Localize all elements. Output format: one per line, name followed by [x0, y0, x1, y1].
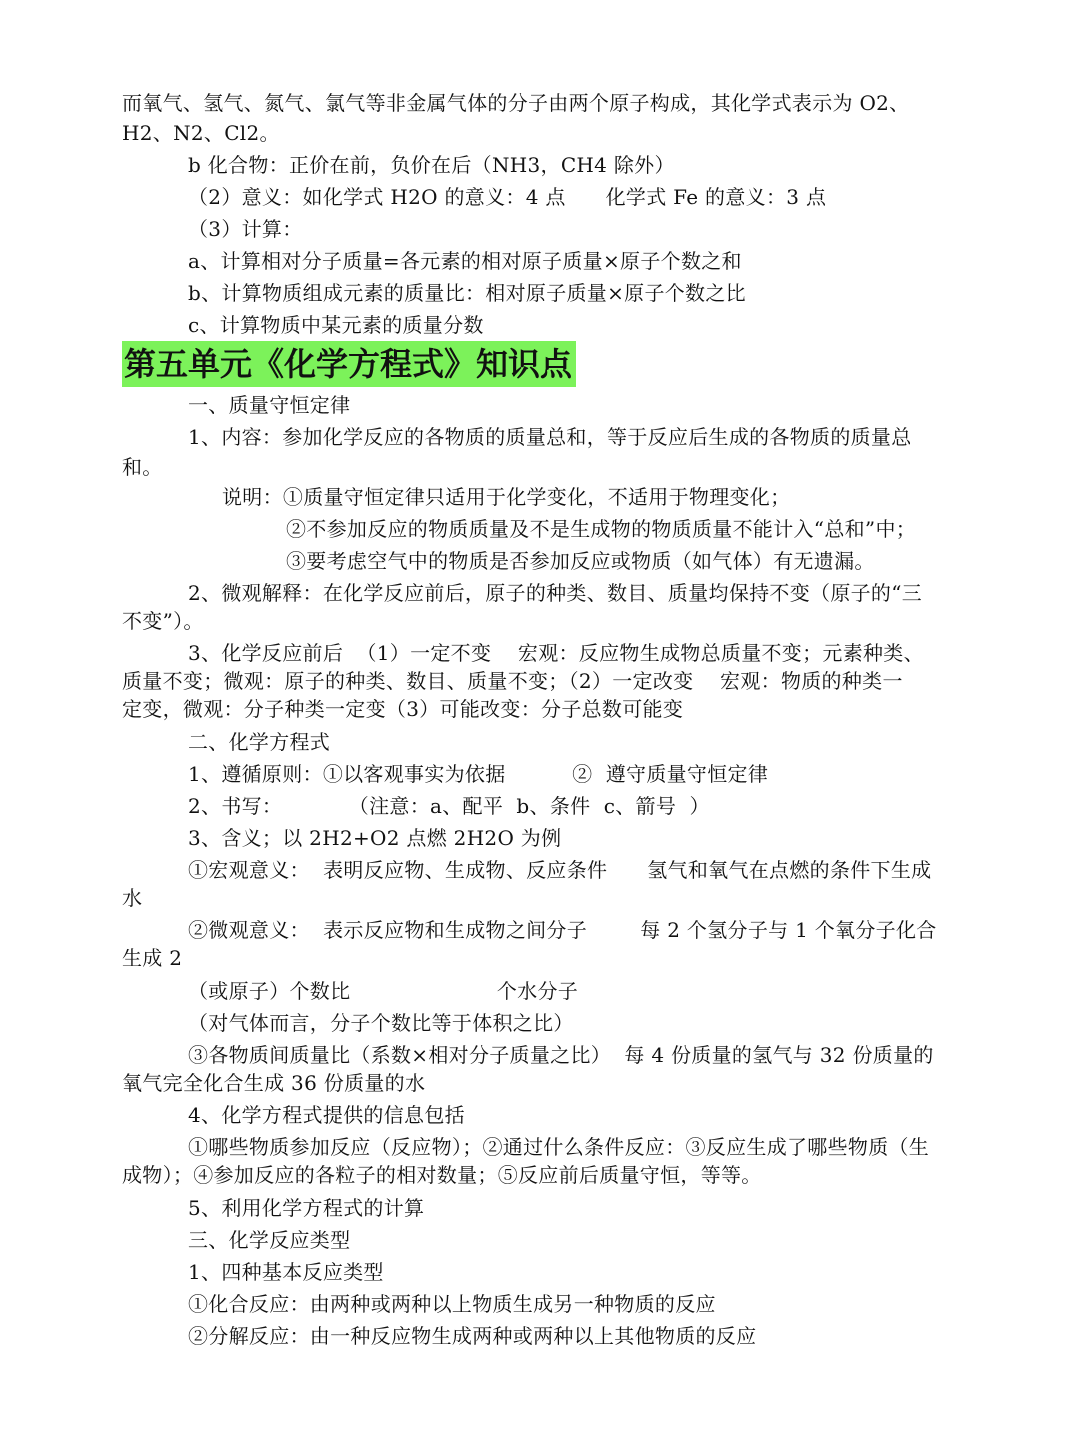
text-line: 质量不变；微观：原子的种类、数目、质量不变；（2）一定改变 宏观：物质的种类一 — [122, 669, 903, 693]
text-line: b、计算物质组成元素的质量比：相对原子质量×原子个数之比 — [188, 281, 746, 305]
text-line: 水 — [122, 886, 143, 910]
text-line: b 化合物：正价在前，负价在后（NH3，CH4 除外） — [188, 153, 675, 177]
text-line: 1、遵循原则：①以客观事实为依据 ② 遵守质量守恒定律 — [188, 762, 769, 786]
text-line: 1、内容：参加化学反应的各物质的质量总和，等于反应后生成的各物质的质量总 — [188, 425, 912, 449]
section-heading: 三、化学反应类型 — [188, 1228, 351, 1252]
text-line: 3、化学反应前后 （1）一定不变 宏观：反应物生成物总质量不变；元素种类、 — [188, 641, 924, 665]
text-line: c、计算物质中某元素的质量分数 — [188, 313, 484, 337]
text-line: 和。 — [122, 455, 163, 479]
text-line: （或原子）个数比 个水分子 — [188, 979, 579, 1003]
section-heading: 一、质量守恒定律 — [188, 393, 351, 417]
text-line: ②分解反应：由一种反应物生成两种或两种以上其他物质的反应 — [188, 1324, 757, 1348]
text-line: ②微观意义： 表示反应物和生成物之间分子 每 2 个氢分子与 1 个氧分子化合 — [188, 918, 937, 942]
section-heading: 二、化学方程式 — [188, 730, 331, 754]
text-line: 4、化学方程式提供的信息包括 — [188, 1103, 465, 1127]
text-line: （2）意义：如化学式 H2O 的意义：4 点 化学式 Fe 的意义：3 点 — [188, 185, 827, 209]
text-line: a、计算相对分子质量=各元素的相对原子质量×原子个数之和 — [188, 249, 742, 273]
text-line: （对气体而言，分子个数比等于体积之比） — [188, 1011, 574, 1035]
text-line: ①哪些物质参加反应（反应物）；②通过什么条件反应：③反应生成了哪些物质（生 — [188, 1135, 930, 1159]
text-line: （3）计算： — [188, 217, 303, 241]
text-line: 说明：①质量守恒定律只适用于化学变化，不适用于物理变化； — [222, 485, 791, 509]
text-line: 2、书写： （注意：a、配平 b、条件 c、箭号 ） — [188, 794, 710, 818]
unit-heading: 第五单元《化学方程式》知识点 — [122, 341, 576, 387]
text-line: 不变”）。 — [122, 609, 204, 633]
text-line: 2、微观解释：在化学反应前后，原子的种类、数目、质量均保持不变（原子的“三 — [188, 581, 923, 605]
text-line: 氧气完全化合生成 36 份质量的水 — [122, 1071, 426, 1095]
text-line: ③要考虑空气中的物质是否参加反应或物质（如气体）有无遗漏。 — [286, 549, 875, 573]
text-line: ①化合反应：由两种或两种以上物质生成另一种物质的反应 — [188, 1292, 716, 1316]
text-line: 定变，微观：分子种类一定变（3）可能改变：分子总数可能变 — [122, 697, 684, 721]
text-line: 3、含义；以 2H2+O2 点燃 2H2O 为例 — [188, 826, 562, 850]
text-line: H2、N2、Cl2。 — [122, 121, 280, 145]
text-line: ①宏观意义： 表明反应物、生成物、反应条件 氢气和氧气在点燃的条件下生成 — [188, 858, 932, 882]
text-line: 5、利用化学方程式的计算 — [188, 1196, 425, 1220]
text-line: 而氧气、氢气、氮气、氯气等非金属气体的分子由两个原子构成，其化学式表示为 O2、 — [122, 91, 910, 115]
text-line: ②不参加反应的物质质量及不是生成物的物质质量不能计入“总和”中； — [286, 517, 917, 541]
text-line: ③各物质间质量比（系数×相对分子质量之比） 每 4 份质量的氢气与 32 份质量的 — [188, 1043, 934, 1067]
text-line: 生成 2 — [122, 946, 183, 970]
text-line: 1、四种基本反应类型 — [188, 1260, 384, 1284]
text-line: 成物）；④参加反应的各粒子的相对数量；⑤反应前后质量守恒，等等。 — [122, 1163, 762, 1187]
